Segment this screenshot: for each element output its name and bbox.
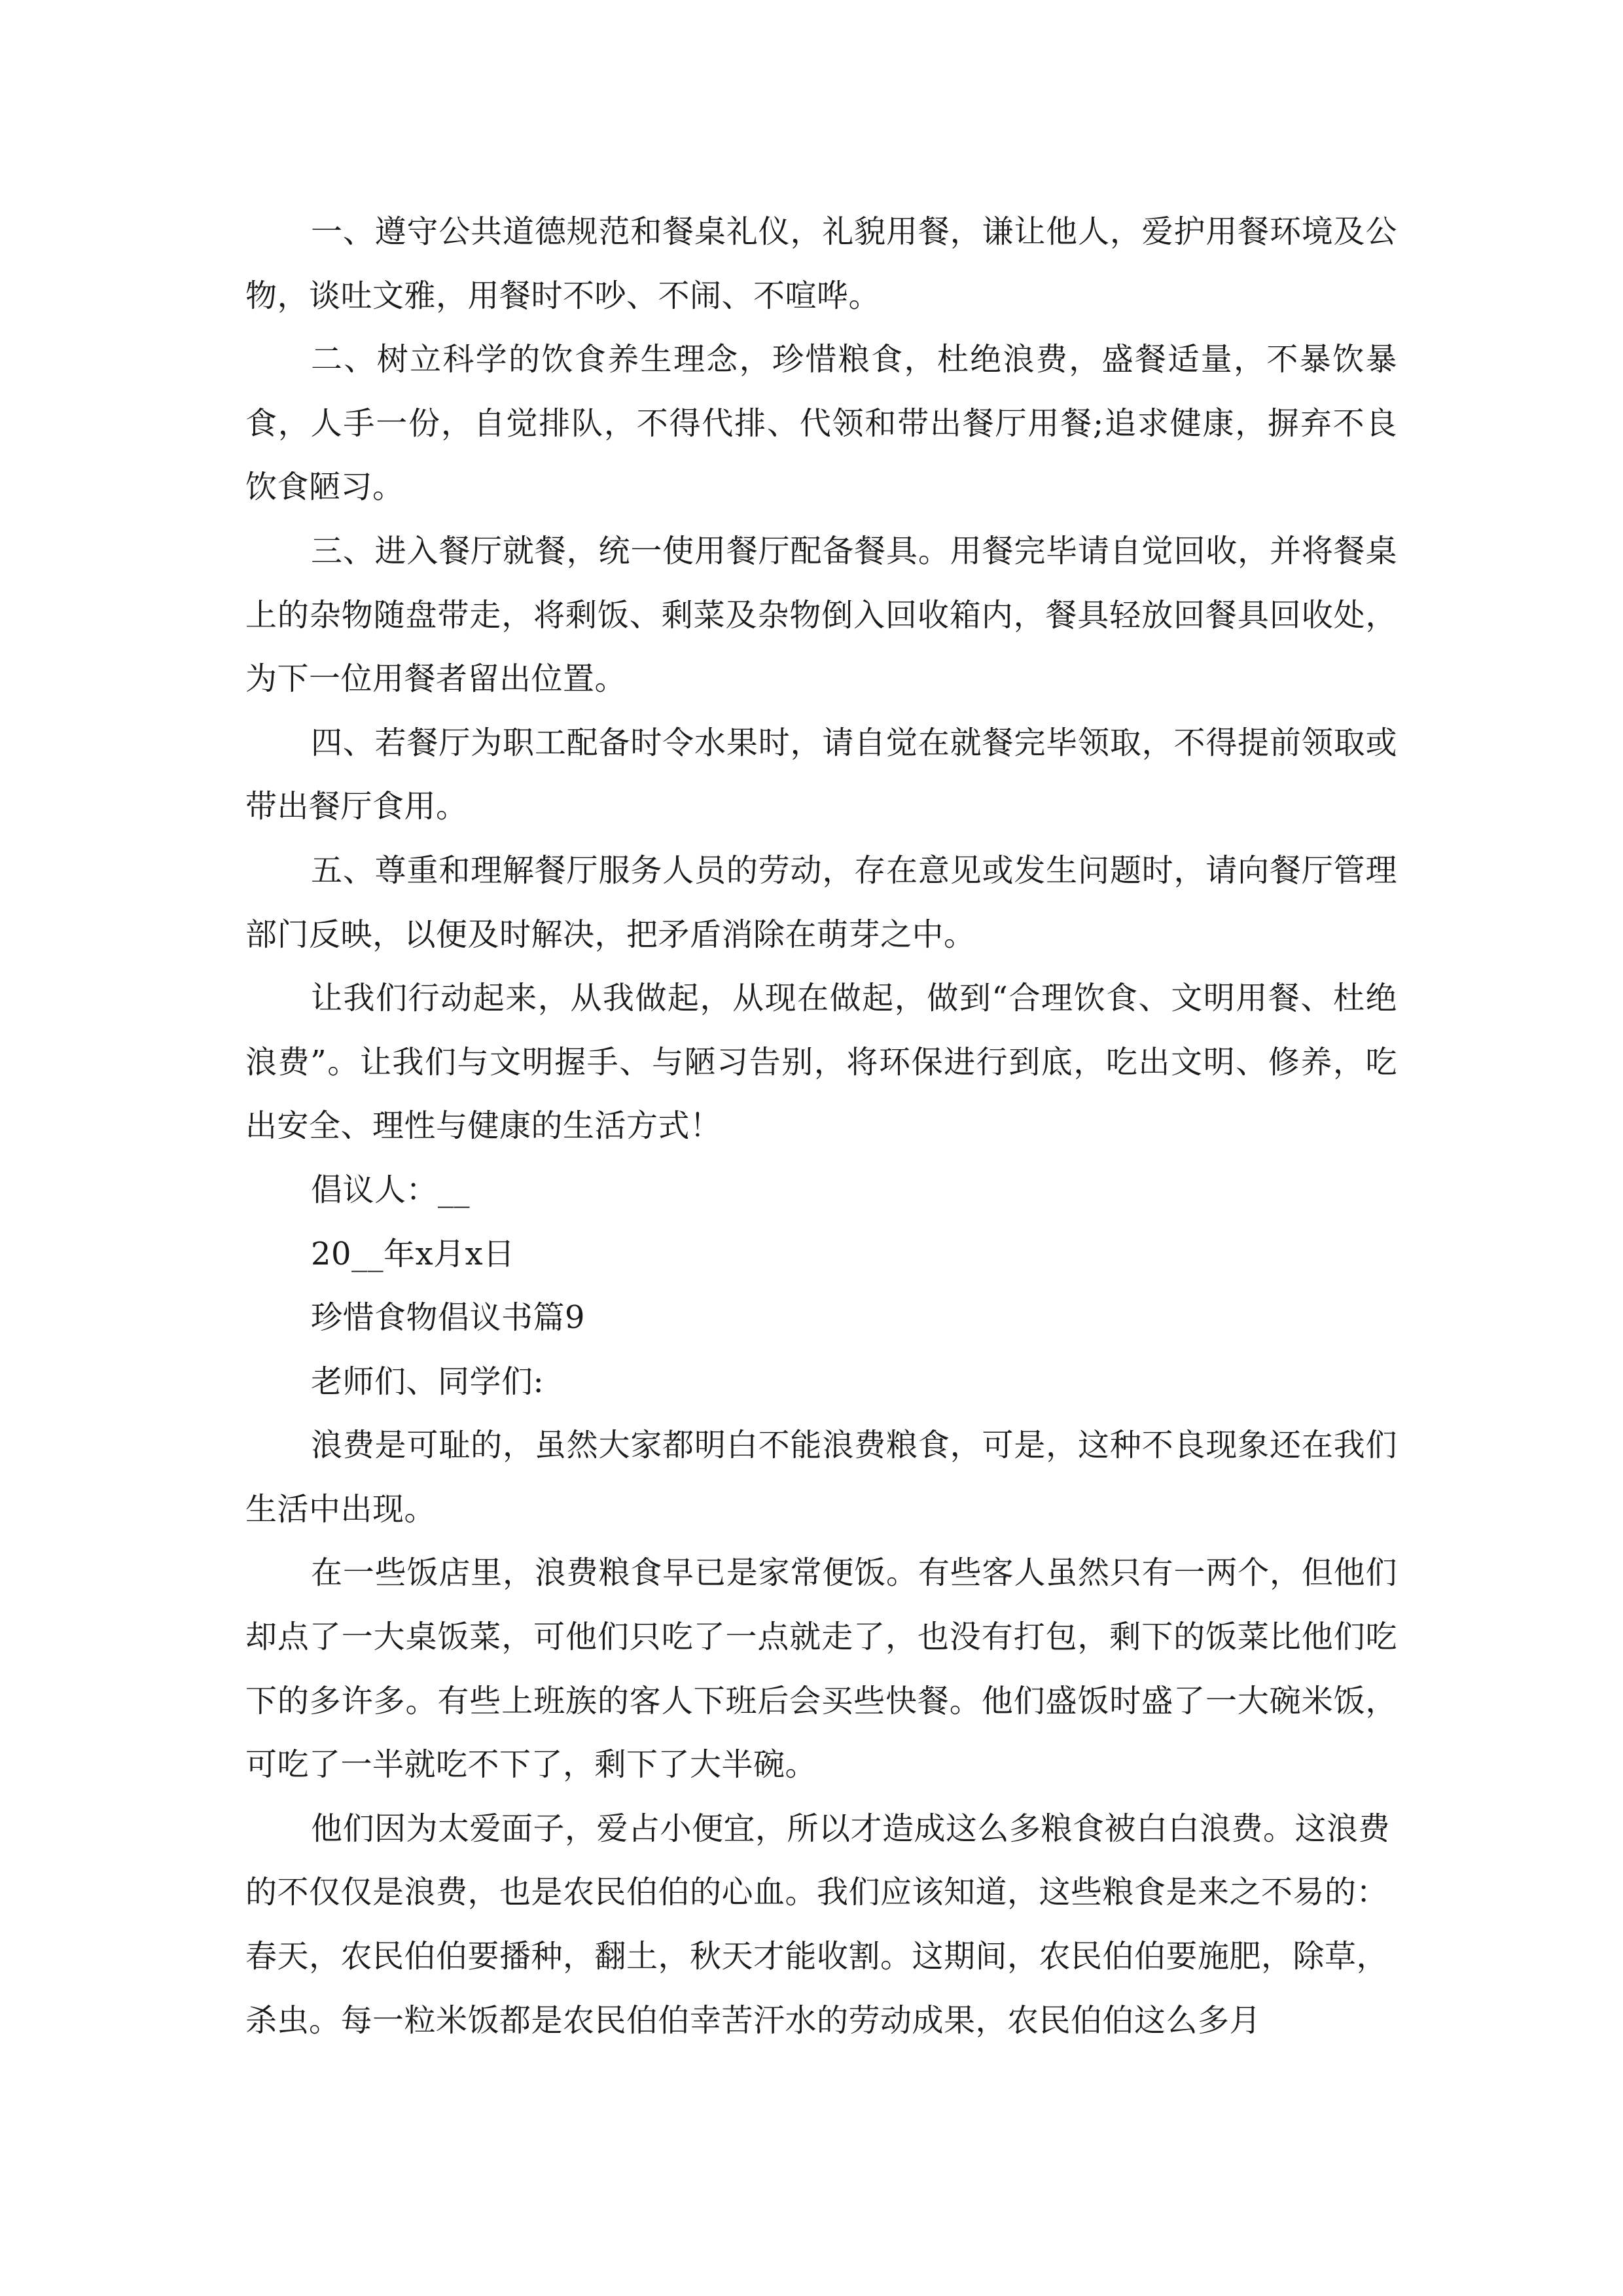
body-paragraph-1: 浪费是可耻的，虽然大家都明白不能浪费粮食，可是，这种不良现象还在我们生活中出现。: [245, 1427, 1397, 1528]
document-content: [245, 200, 1397, 2053]
paragraph-rule-4: 四、若餐厅为职工配备时令水果时，请自觉在就餐完毕领取，不得提前领取或带出餐厅食用。: [245, 724, 1397, 825]
paragraph-call-to-action: 让我们行动起来，从我做起，从现在做起，做到“合理饮食、文明用餐、杜绝浪费”。让我们与文明握手、与陋习告别，将环保进行到底，吃出文明、修养，吃出安全、理性与健康的生活方式！: [245, 980, 1397, 1145]
body-paragraph-2: 在一些饭店里，浪费粮食早已是家常便饭。有些客人虽然只有一两个，但他们却点了一大桌饭菜，可他们只吃了一点就走了，也没有打包，剩下的饭菜比他们吃下的多许多。有些上班族的客人下班后会买些快餐。他们盛饭时盛了一大碗米饭，可吃了一半就吃不下了，剩下了大半碗。: [245, 1554, 1397, 1784]
section-title: 珍惜食物倡议书篇9: [311, 1299, 586, 1336]
paragraph-rule-3: 三、进入餐厅就餐，统一使用餐厅配备餐具。用餐完毕请自觉回收，并将餐桌上的杂物随盘带走，将剩饭、剩菜及杂物倒入回收箱内，餐具轻放回餐具回收处，为下一位用餐者留出位置。: [245, 532, 1397, 698]
body-paragraph-3: 他们因为太爱面子，爱占小便宜，所以才造成这么多粮食被白白浪费。这浪费的不仅仅是浪费，也是农民伯伯的心血。我们应该知道，这些粮食是来之不易的：春天，农民伯伯要播种，翻土，秋天才能收割。这期间，农民伯伯要施肥，除草，杀虫。每一粒米饭都是农民伯伯幸苦汗水的劳动成果，农民伯伯这么多月: [245, 1810, 1391, 2039]
paragraph-rule-1: 一、遵守公共道德规范和餐桌礼仪，礼貌用餐，谦让他人，爱护用餐环境及公物，谈吐文雅，用餐时不吵、不闹、不喧哗。: [245, 213, 1397, 314]
proposer-line: 倡议人：__: [311, 1171, 471, 1208]
paragraph-rule-5: 五、尊重和理解餐厅服务人员的劳动，存在意见或发生问题时，请向餐厅管理部门反映，以便及时解决，把矛盾消除在萌芽之中。: [245, 852, 1397, 953]
date-line: 20__年x月x日: [311, 1235, 515, 1272]
salutation-line: 老师们、同学们:: [311, 1363, 544, 1400]
paragraph-rule-2: 二、树立科学的饮食养生理念，珍惜粮食，杜绝浪费，盛餐适量，不暴饮暴食，人手一份，自觉排队，不得代排、代领和带出餐厅用餐;追求健康，摒弃不良饮食陋习。: [245, 341, 1397, 506]
